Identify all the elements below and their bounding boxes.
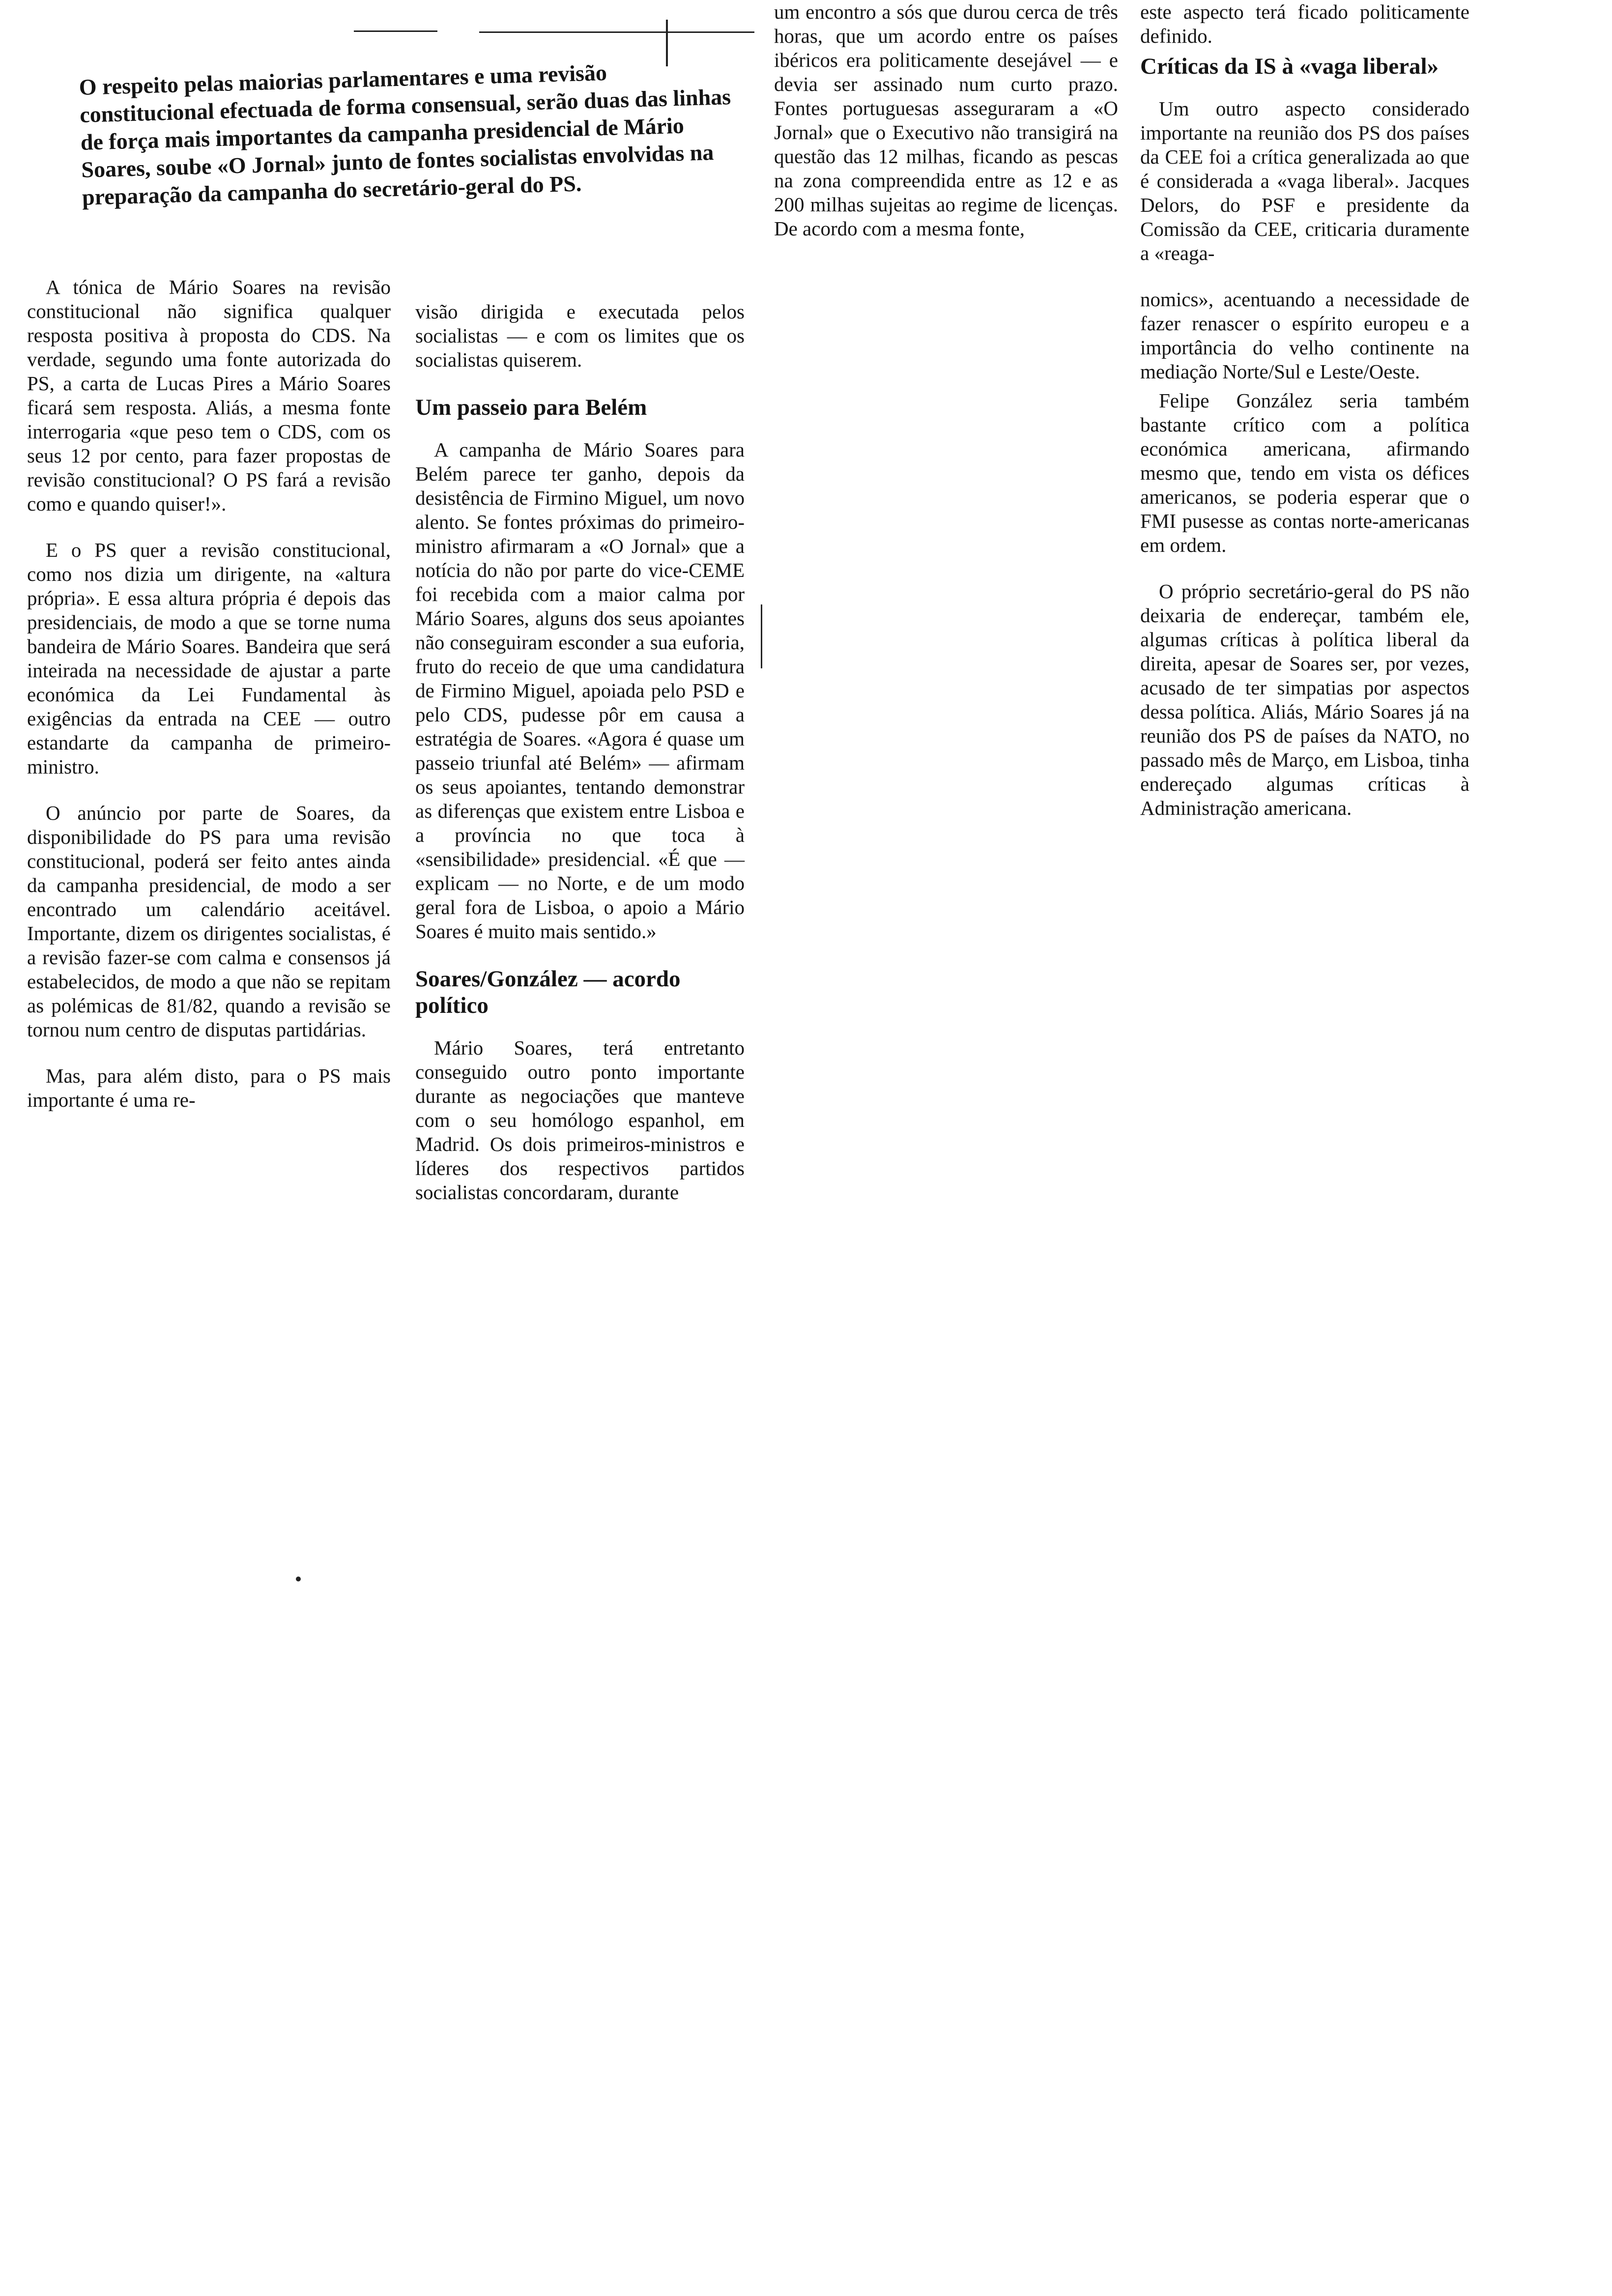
column-3 xyxy=(774,0,1118,263)
col2-paragraph-2: A campanha de Mário Soares para Belém parece ter ganho, depois da desistência de Firmino Miguel, um novo alento. Se fontes próximas do primeiro-ministro afirmaram a «O Jornal» que a notícia do não por parte do vice-CEME foi recebida com a maior calma por Mário Soares, alguns dos seus apoiantes não conseguiram esconder a sua euforia, fruto do receio de que uma candidatura de Firmino Miguel, apoiada pelo PSD e pelo CDS, pudesse pôr em causa a estratégia de Soares. «Agora é quase um passeio triunfal até Belém» — afirmam os seus apoiantes, tentando demonstrar as diferenças que existem entre Lisboa e a província no que toca à «sensibilidade» presidencial. «É que — explicam — no Norte, e de um modo geral fora de Lisboa, o apoio a Mário Soares é muito mais sentido.» xyxy=(415,438,745,943)
column-edge-mark xyxy=(761,604,762,668)
subhead-criticas-is: Críticas da IS à «vaga liberal» xyxy=(1140,54,1439,79)
stray-dot xyxy=(296,1577,301,1581)
col4-paragraph-5: O próprio secretário-geral do PS não deixaria de endereçar, também ele, algumas críticas à política liberal da direita, apesar de Soares ser, por vezes, acusado de ter simpatias por aspectos dessa política. Aliás, Mário Soares já na reunião dos PS de países da NATO, no passado mês de Março, em Lisboa, tinha endereçado algumas críticas à Administração americana. xyxy=(1140,580,1469,819)
col1-paragraph-1: A tónica de Mário Soares na revisão constitucional não significa qualquer resposta positiva à proposta do CDS. Na verdade, segundo uma fonte autorizada do PS, a carta de Lucas Pires a Mário Soares ficará sem resposta. Aliás, a mesma fonte interrogaria «que peso tem o CDS, com os seus 12 por cento, para fazer propostas de revisão constitucional? O PS fará a revisão como e quando quiser!». xyxy=(27,276,391,515)
col4-paragraph-2: Um outro aspecto considerado importante na reunião dos PS dos países da CEE foi a crítica generalizada ao que é considerada a «vaga liberal». Jacques Delors, do PSF e presidente da Comissão da CEE, criticaria duramente a «reaga- xyxy=(1140,97,1469,264)
lead-text: O respeito pelas maiorias parlamentares e uma revisão constitucional efectuada de forma consensual, serão duas das linhas de força mais importantes da campanha presidencial de Mário Soares, soube «O Jornal» junto de fontes socialistas envolvidas na preparação da campanha do secretário-geral do PS. xyxy=(79,59,731,210)
column-4 xyxy=(1140,0,1469,842)
column-2 xyxy=(415,300,745,1227)
lead-paragraph xyxy=(79,55,746,211)
col1-paragraph-4: Mas, para além disto, para o PS mais importante é uma re- xyxy=(27,1064,391,1111)
col4-paragraph-4: Felipe González seria também bastante crítico com a política económica americana, afirmando mesmo que, tendo em vista os défices americanos, se poderia esperar que o FMI pusesse as contas norte-americanas em ordem. xyxy=(1140,389,1469,556)
top-rule-right xyxy=(479,31,754,33)
top-rule-left xyxy=(354,30,437,32)
col3-paragraph-1: um encontro a sós que durou cerca de três horas, que um acordo entre os países ibéricos era politicamente desejável — e devia ser assinado num curto prazo. Fontes portuguesas asseguraram a «O Jornal» que o Executivo não transigirá na questão das 12 milhas, ficando as pescas na zona compreendida entre as 12 e as 200 milhas sujeitas ao regime de licenças. De acordo com a mesma fonte, xyxy=(774,0,1118,240)
col1-paragraph-3: O anúncio por parte de Soares, da disponibilidade do PS para uma revisão constitucional, poderá ser feito antes ainda da campanha presidencial, de modo a ser encontrado um calendário aceitável. Importante, dizem os dirigentes socialistas, é a revisão fazer-se com calma e consensos já estabelecidos, de modo a que não se repitam as polémicas de 81/82, quando a revisão se tornou num centro de disputas partidárias. xyxy=(27,802,391,1041)
col2-paragraph-1: visão dirigida e executada pelos socialistas — e com os limites que os socialistas quiserem. xyxy=(415,300,745,371)
subhead-passeio-belem: Um passeio para Belém xyxy=(415,395,647,420)
column-1 xyxy=(27,275,391,1134)
col1-paragraph-2: E o PS quer a revisão constitucional, como nos dizia um dirigente, na «altura própria». E essa altura própria é depois das presidenciais, de modo a que se torne numa bandeira de Mário Soares. Bandeira que será inteirada na necessidade de ajustar a parte económica da Lei Fundamental às exigências da entrada na CEE — outro estandarte da campanha de primeiro-ministro. xyxy=(27,539,391,778)
col4-paragraph-3: nomics», acentuando a necessidade de fazer renascer o espírito europeu e a importância do velho continente na mediação Norte/Sul e Leste/Oeste. xyxy=(1140,288,1469,383)
col4-paragraph-1: este aspecto terá ficado politicamente definido. xyxy=(1140,0,1469,47)
subhead-soares-gonzalez: Soares/González — acordo político xyxy=(415,966,681,1018)
col2-paragraph-3: Mário Soares, terá entretanto conseguido outro ponto importante durante as negociações que manteve com o seu homólogo espanhol, em Madrid. Os dois primeiros-ministros e líderes dos respectivos partidos socialistas concordaram, durante xyxy=(415,1036,745,1204)
